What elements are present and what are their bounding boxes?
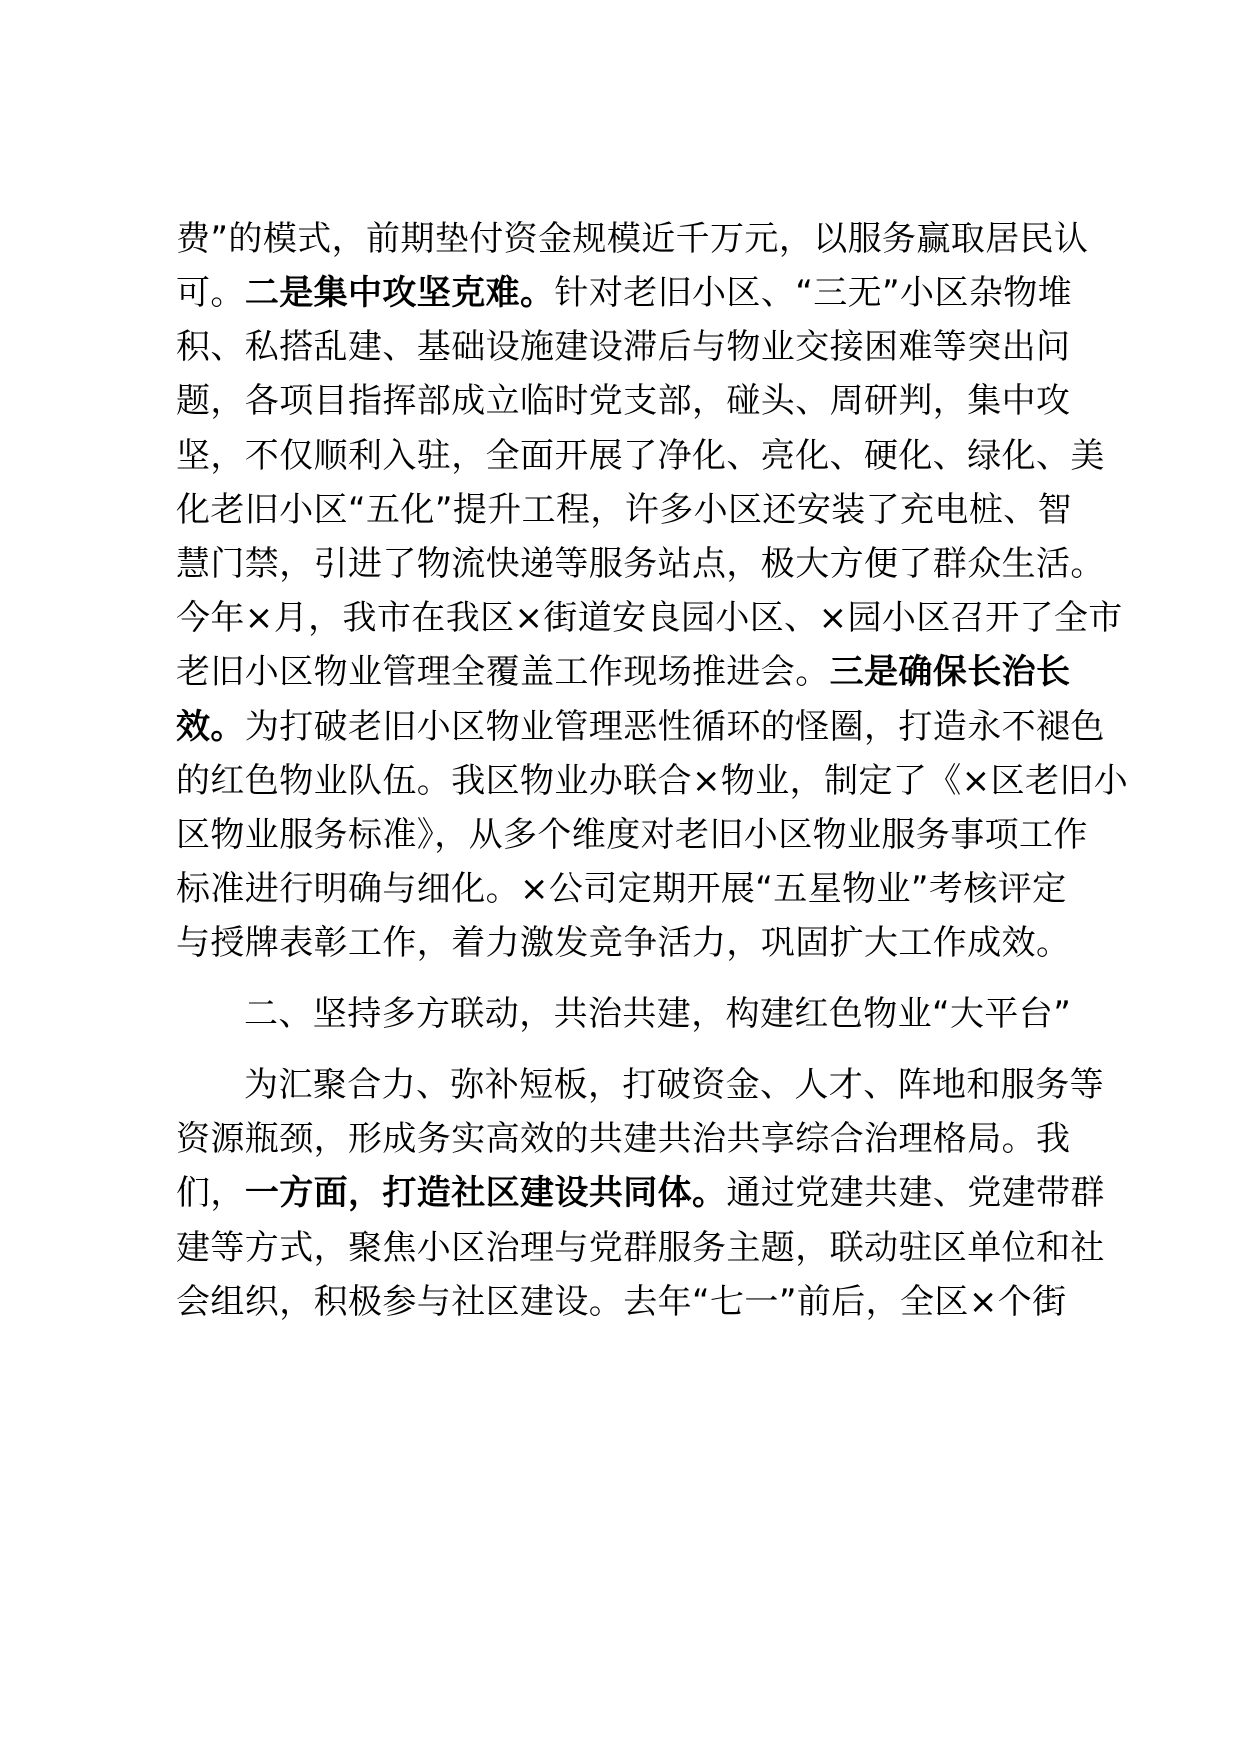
- paragraph-line: 为汇聚合力、弥补短板，打破资金、人才、阵地和服务等: [244, 1065, 1104, 1105]
- paragraph-line: 与授牌表彰工作，着力激发竞争活力，巩固扩大工作成效。: [176, 923, 1071, 963]
- paragraph-line: 化老旧小区“五化”提升工程，许多小区还安装了充电桩、智: [176, 490, 1073, 530]
- section-heading: 二、坚持多方联动，共治共建，构建红色物业“大平台”: [244, 994, 1072, 1034]
- paragraph-line: 慧门禁，引进了物流快递等服务站点，极大方便了群众生活。: [176, 544, 1105, 584]
- bold-heading-run: 三是确保长治长: [829, 652, 1071, 692]
- paragraph-line: 区物业服务标准》，从多个维度对老旧小区物业服务事项工作: [176, 815, 1088, 855]
- bold-heading-run: 效。: [176, 707, 245, 747]
- text-run: 可。: [176, 273, 245, 313]
- paragraph-line: 的红色物业队伍。我区物业办联合×物业，制定了《×区老旧小: [176, 761, 1129, 801]
- paragraph-line: [176, 652, 1070, 692]
- paragraph-line: [176, 1173, 1105, 1213]
- paragraph-line: 标准进行明确与细化。×公司定期开展“五星物业”考核评定: [176, 869, 1067, 909]
- text-run: 针对老旧小区、“三无”小区杂物堆: [554, 273, 1073, 313]
- bold-heading-run: 二是集中攻坚克难。: [244, 273, 555, 313]
- paragraph-line: [176, 707, 1105, 747]
- paragraph-line: [176, 273, 1072, 313]
- text-run: 老旧小区物业管理全覆盖工作现场推进会。: [176, 652, 830, 692]
- paragraph-line: 资源瓶颈，形成务实高效的共建共治共享综合治理格局。我: [176, 1119, 1071, 1159]
- bold-heading-run: 一方面，打造社区建设共同体。: [244, 1173, 727, 1213]
- text-run: 们，: [176, 1173, 245, 1213]
- paragraph-line: 坚，不仅顺利入驻，全面开展了净化、亮化、硬化、绿化、美: [176, 436, 1105, 476]
- paragraph-line: 会组织，积极参与社区建设。去年“七一”前后，全区×个街: [176, 1282, 1067, 1322]
- paragraph-line: 费”的模式，前期垫付资金规模近千万元，以服务赢取居民认: [176, 219, 1089, 259]
- paragraph-line: 今年×月，我市在我区×街道安良园小区、×园小区召开了全市: [176, 598, 1123, 638]
- text-run: 通过党建共建、党建带群: [726, 1173, 1105, 1213]
- text-run: 为打破老旧小区物业管理恶性循环的怪圈，打造永不褪色: [244, 707, 1105, 747]
- paragraph-line: 题，各项目指挥部成立临时党支部，碰头、周研判，集中攻: [176, 381, 1071, 421]
- paragraph-line: 建等方式，聚焦小区治理与党群服务主题，联动驻区单位和社: [176, 1228, 1105, 1268]
- paragraph-line: 积、私搭乱建、基础设施建设滞后与物业交接困难等突出问: [176, 327, 1071, 367]
